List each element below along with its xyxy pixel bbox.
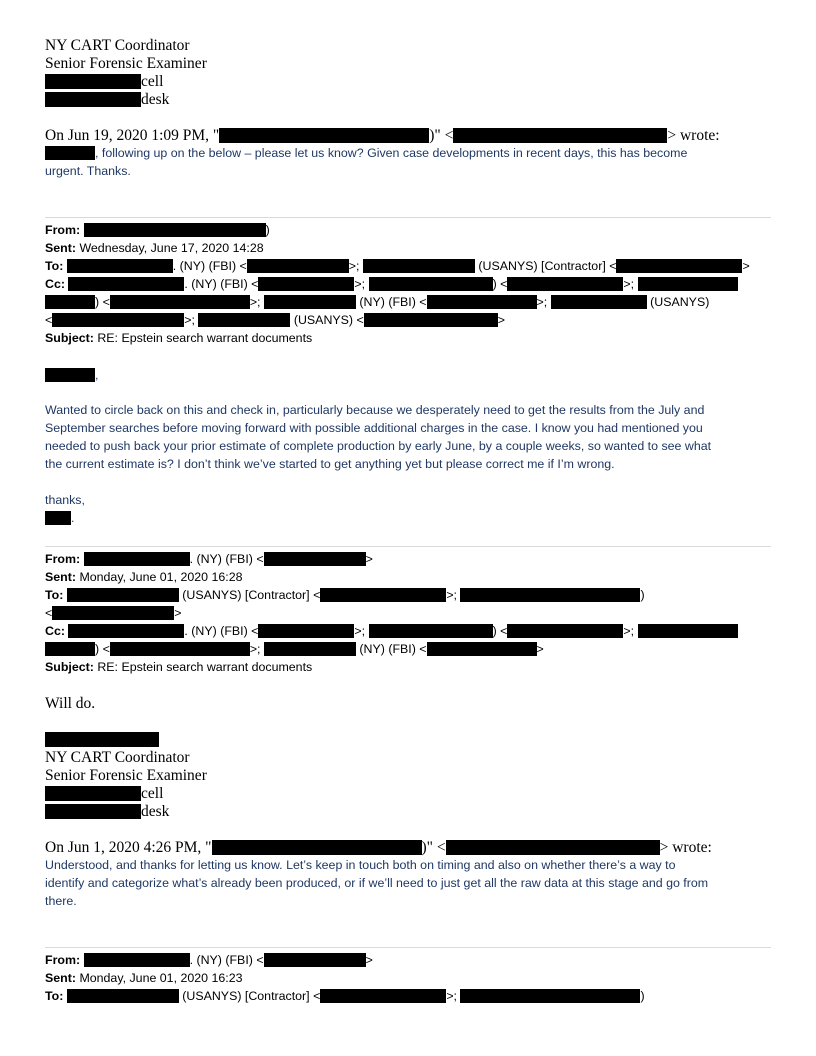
body-line: September searches before moving forward with possible additional charges in the case. I know you had mentioned you — [45, 421, 703, 435]
sender-initials: . — [45, 509, 74, 527]
quote-header: On Jun 1, 2020 4:26 PM, " )" < > wrote: — [45, 839, 712, 856]
redaction-box — [453, 128, 667, 143]
redaction-box — [616, 259, 742, 273]
quote-header-suffix: > wrote: — [667, 127, 720, 144]
quote-body-line: identify and categorize what’s already been produced, or if we’ll need to just get all the raw data at this stage and go from — [45, 876, 709, 890]
redaction-box — [507, 277, 623, 291]
sent-line: Sent: Wednesday, June 17, 2020 14:28 — [45, 241, 264, 255]
redaction-box — [264, 642, 356, 656]
from-line: From: ) — [45, 223, 270, 237]
signature-desk-line — [45, 91, 169, 109]
redaction-box — [45, 146, 95, 160]
redaction-box — [264, 552, 366, 566]
redaction-box — [110, 642, 250, 656]
quote-header-mid: )" < — [429, 127, 454, 144]
cc-line-continued: ) < >; (NY) (FBI) < >; (USANYS) — [45, 293, 709, 311]
signature-role: NY CART Coordinator — [45, 37, 190, 54]
redaction-box — [110, 295, 250, 309]
quote-body-line: Understood, and thanks for letting us know. Let’s keep in touch both on timing and also on whether there’s a way to — [45, 858, 676, 872]
to-line: To: . (NY) (FBI) < >; (USANYS) [Contractor] < > — [45, 259, 750, 273]
signature-title: Senior Forensic Examiner — [45, 767, 207, 784]
redaction-box — [460, 588, 640, 602]
divider — [45, 947, 771, 948]
redaction-box — [551, 295, 647, 309]
subject-line: Subject: RE: Epstein search warrant documents — [45, 660, 313, 674]
to-line: To: (USANYS) [Contractor] < >; ) — [45, 588, 645, 602]
redaction-box — [84, 953, 190, 967]
quote-body-line: , following up on the below – please let us know? Given case developments in recent days, this has become — [45, 144, 687, 162]
greeting-line: , — [45, 366, 98, 384]
redaction-box — [67, 989, 179, 1003]
redaction-box — [219, 128, 429, 143]
redaction-box — [427, 295, 537, 309]
redaction-box — [258, 624, 354, 638]
sent-line: Sent: Monday, June 01, 2020 16:28 — [45, 570, 243, 584]
redaction-box — [369, 624, 493, 638]
cc-line: Cc: . (NY) (FBI) < >; ) < >; — [45, 622, 738, 640]
quote-body-line: there. — [45, 894, 77, 908]
redaction-box — [45, 804, 141, 819]
quote-header — [45, 127, 720, 145]
redaction-box — [320, 588, 446, 602]
redaction-box — [638, 624, 738, 638]
redaction-box — [52, 606, 174, 620]
signature-cell-line: cell — [45, 785, 163, 803]
from-line: From: . (NY) (FBI) < > — [45, 953, 373, 967]
redaction-box — [45, 642, 95, 656]
redaction-box — [45, 368, 95, 382]
body-line: needed to push back your prior estimate of complete production by early June, by a couple weeks, so wanted to see what — [45, 439, 712, 453]
redaction-box — [52, 313, 184, 327]
body-line: Wanted to circle back on this and check in, particularly because we desperately need to get the results from the July and — [45, 403, 705, 417]
body-line: the current estimate is? I don’t think we’ve started to get anything yet but please correct me if I’m wrong. — [45, 457, 615, 471]
redaction-box — [369, 277, 493, 291]
redaction-box — [45, 92, 141, 107]
cc-line: Cc: . (NY) (FBI) < >; ) < >; — [45, 275, 738, 293]
redaction-box — [84, 552, 190, 566]
signature-name — [45, 731, 159, 749]
redaction-box — [212, 840, 422, 855]
redaction-box — [45, 511, 71, 525]
subject-line: Subject: RE: Epstein search warrant documents — [45, 331, 313, 345]
redaction-box — [427, 642, 537, 656]
redaction-box — [446, 840, 660, 855]
redaction-box — [68, 277, 184, 291]
redaction-box — [364, 313, 498, 327]
to-line-continued: < > — [45, 606, 182, 620]
signoff: thanks, — [45, 493, 85, 507]
redaction-box — [84, 223, 266, 237]
cc-line-continued: ) < >; (NY) (FBI) < > — [45, 640, 544, 658]
redaction-box — [320, 989, 446, 1003]
cell-label: cell — [141, 73, 164, 90]
signature-role: NY CART Coordinator — [45, 749, 190, 766]
desk-label: desk — [141, 91, 170, 108]
redaction-box — [258, 277, 354, 291]
reply-text: Will do. — [45, 695, 96, 712]
to-line: To: (USANYS) [Contractor] < >; ) — [45, 989, 645, 1003]
redaction-box — [507, 624, 623, 638]
cc-line-continued: < >; (USANYS) < > — [45, 313, 505, 327]
redaction-box — [45, 732, 159, 747]
divider — [45, 546, 771, 547]
redaction-box — [45, 786, 141, 801]
redaction-box — [68, 624, 184, 638]
redaction-box — [198, 313, 290, 327]
redaction-box — [264, 953, 366, 967]
redaction-box — [247, 259, 349, 273]
redaction-box — [638, 277, 738, 291]
signature-desk-line: desk — [45, 803, 169, 821]
redaction-box — [45, 295, 95, 309]
redaction-box — [45, 74, 141, 89]
divider — [45, 217, 771, 218]
redaction-box — [264, 295, 356, 309]
signature-cell-line — [45, 73, 163, 91]
sent-line: Sent: Monday, June 01, 2020 16:23 — [45, 971, 243, 985]
from-line: From: . (NY) (FBI) < > — [45, 552, 373, 566]
quote-body-line: urgent. Thanks. — [45, 164, 131, 178]
redaction-box — [67, 588, 179, 602]
quote-header-prefix: On Jun 19, 2020 1:09 PM, " — [45, 127, 220, 144]
signature-title: Senior Forensic Examiner — [45, 55, 207, 72]
redaction-box — [67, 259, 173, 273]
redaction-box — [460, 989, 640, 1003]
redaction-box — [363, 259, 475, 273]
